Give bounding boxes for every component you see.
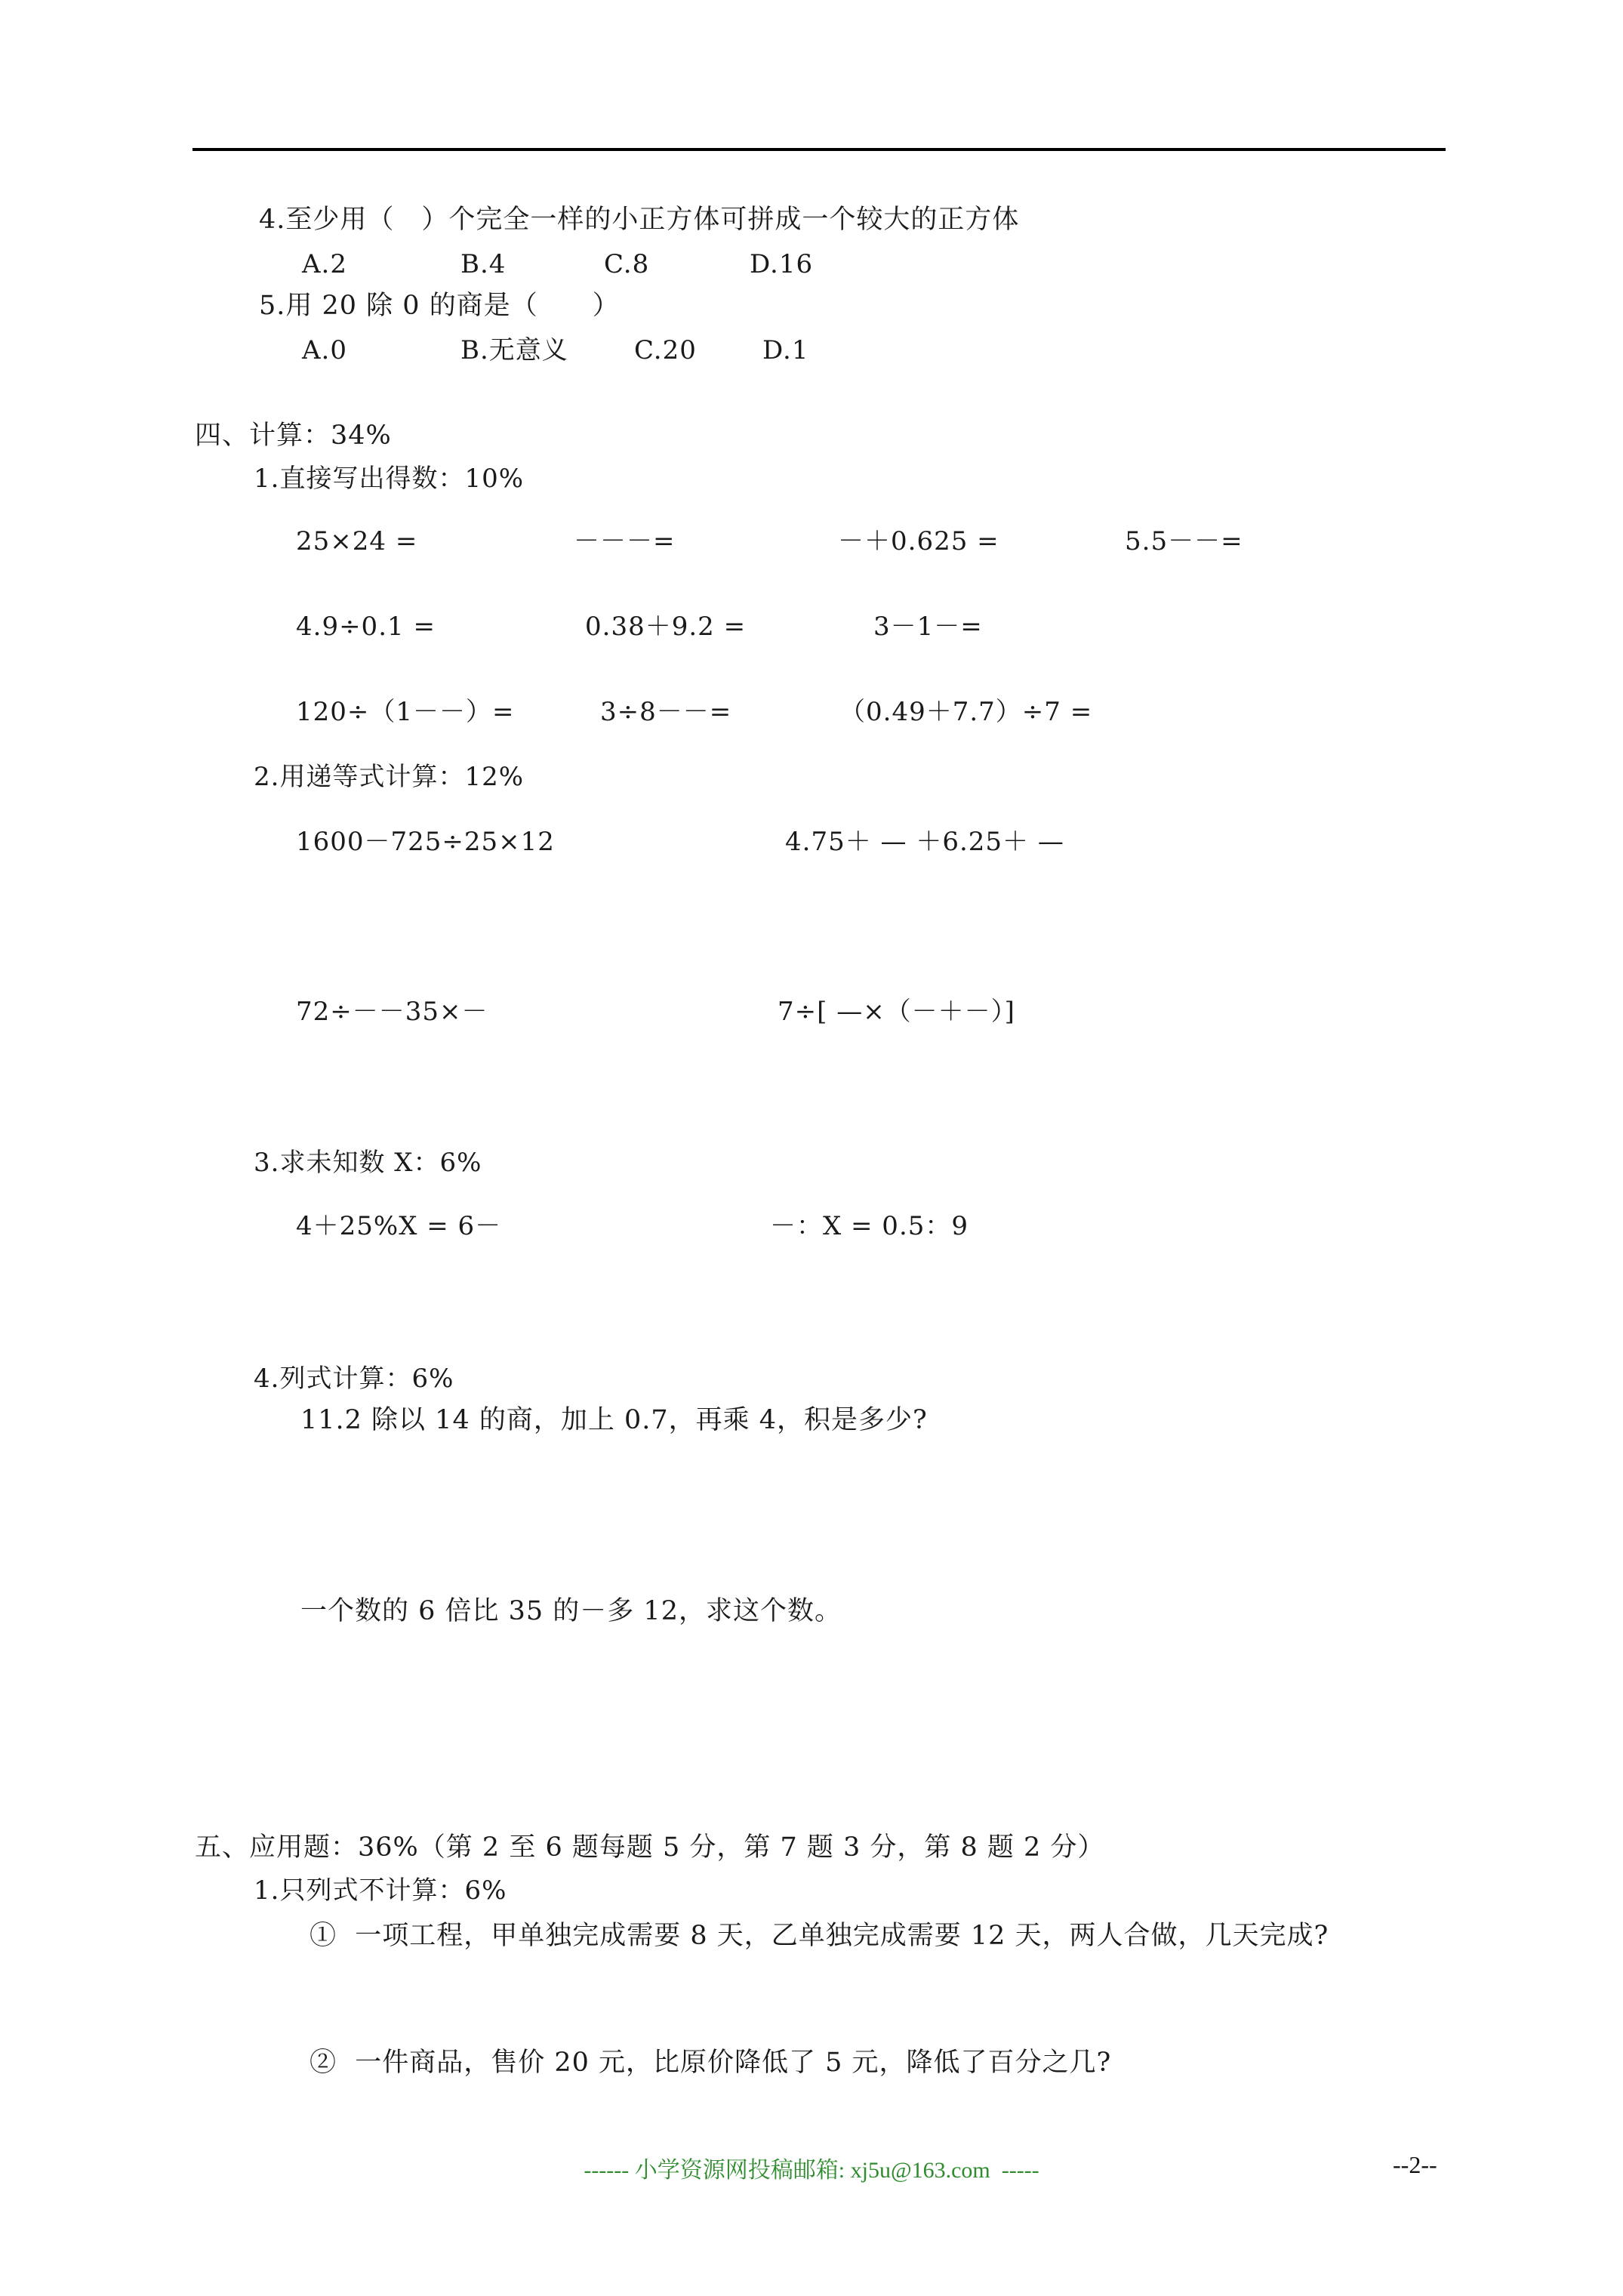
stepwise-expr-3: 72÷－－35×－ xyxy=(296,997,488,1027)
stepwise-expr-1: 1600－725÷25×12 xyxy=(296,827,555,857)
q4-option-c: C.8 xyxy=(604,249,650,279)
question-4-stem: 4.至少用（ ）个完全一样的小正方体可拼成一个较大的正方体 xyxy=(259,205,1020,235)
q4-option-b: B.4 xyxy=(460,249,507,279)
mental-calc-3-1: 120÷（1－－）= xyxy=(296,697,515,727)
question-5-stem: 5.用 20 除 0 的商是（ ） xyxy=(259,291,620,321)
section-5-heading: 五、应用题：36%（第 2 至 6 题每题 5 分，第 7 题 3 分，第 8 题 2 分） xyxy=(195,1832,1105,1863)
q5-option-d: D.1 xyxy=(762,335,809,365)
word-calc-problem-2: 一个数的 6 倍比 35 的－多 12，求这个数。 xyxy=(300,1596,842,1626)
mental-calc-2-2: 0.38＋9.2 = xyxy=(585,612,747,642)
section-4-heading: 四、计算：34% xyxy=(195,421,392,451)
mental-calc-1-3: －＋0.625 = xyxy=(838,526,999,556)
word-calc-problem-1: 11.2 除以 14 的商，加上 0.7，再乘 4，积是多少? xyxy=(300,1405,928,1435)
section-4-sub3-label: 3.求未知数 X：6% xyxy=(254,1148,482,1178)
mental-calc-3-2: 3÷8－－= xyxy=(600,697,732,727)
equation-1: 4＋25%X = 6－ xyxy=(296,1211,502,1241)
q4-option-d: D.16 xyxy=(750,249,814,279)
application-problem-1: ① 一项工程，甲单独完成需要 8 天，乙单独完成需要 12 天，两人合做，几天完成? xyxy=(310,1921,1329,1951)
page-number: --2-- xyxy=(1393,2151,1437,2178)
q5-option-c: C.20 xyxy=(634,335,697,365)
section-4-sub1-label: 1.直接写出得数：10% xyxy=(254,464,525,494)
mental-calc-1-1: 25×24 = xyxy=(296,526,418,556)
footer-contact-note: ------ 小学资源网投稿邮箱: xj5u@163.com ----- xyxy=(584,2158,1039,2183)
section-4-sub4-label: 4.列式计算：6% xyxy=(254,1364,454,1394)
section-4-sub2-label: 2.用递等式计算：12% xyxy=(254,762,525,792)
mental-calc-1-4: 5.5－－= xyxy=(1125,526,1243,556)
header-rule xyxy=(192,148,1446,151)
q5-option-a: A.0 xyxy=(302,335,347,365)
stepwise-expr-2: 4.75＋ — ＋6.25＋ — xyxy=(785,827,1064,857)
section-5-sub1-label: 1.只列式不计算：6% xyxy=(254,1875,507,1906)
q5-option-b: B.无意义 xyxy=(460,335,568,365)
stepwise-expr-4: 7÷[ —×（－＋－）] xyxy=(778,997,1015,1027)
mental-calc-2-1: 4.9÷0.1 = xyxy=(296,612,436,642)
application-problem-2: ② 一件商品，售价 20 元，比原价降低了 5 元，降低了百分之几? xyxy=(310,2048,1112,2078)
equation-2: －：X = 0.5：9 xyxy=(770,1211,969,1241)
mental-calc-2-3: 3－1－= xyxy=(873,612,983,642)
mental-calc-3-3: （0.49＋7.7）÷7 = xyxy=(839,697,1093,727)
q4-option-a: A.2 xyxy=(302,249,347,279)
mental-calc-1-2: －－－= xyxy=(574,526,676,556)
